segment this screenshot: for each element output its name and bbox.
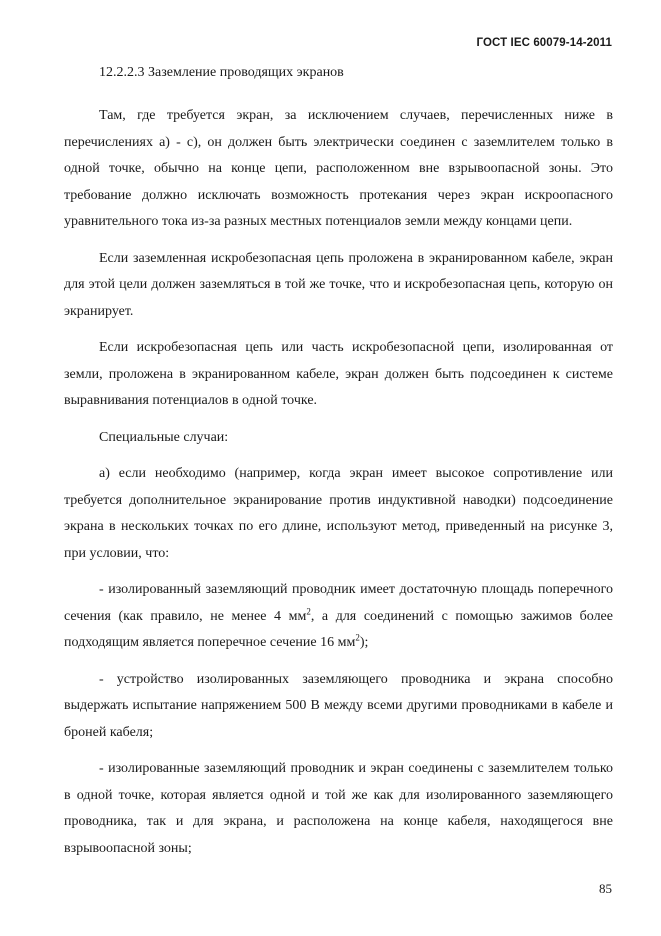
page-number: 85 (599, 881, 612, 896)
bullet-single-point-ground: - изолированные заземляющий проводник и экран соединены с заземлителем только в одной точке, которая является одной и той же как для изолированного заземляющего проводника, так и для экрана, и расположена на конце кабеля, находящегося вне взрывоопасной зоны; (64, 761, 613, 856)
bullet-voltage-test: - устройство изолированных заземляющего проводника и экрана способно выдержать испытание напряжением 500 В между всеми другими проводниками в кабеле и броней кабеля; (64, 671, 613, 740)
paragraph-grounding-rule: Там, где требуется экран, за исключением случаев, перечисленных ниже в перечислениях а) - с), он должен быть электрически соединен с заземлителем только в одной точке, обычно на конце цепи, расположенном вне взрывоопасной зоны. Это требование должно исключать возможность протекания через экран искроопасного уравнительного тока из-за разных местных потенциалов земли между концами цепи. (64, 108, 613, 229)
paragraph-isolated-circuit: Если искробезопасная цепь или часть искробезопасной цепи, изолированная от земли, проложена в экранированном кабеле, экран должен быть подсоединен к системе выравнивания потенциалов в одной точке. (64, 340, 613, 408)
document-header: ГОСТ IEC 60079-14-2011 (476, 37, 612, 49)
superscript: 2 (355, 632, 360, 643)
page-body (64, 60, 613, 872)
bullet-cross-section-text-2: , а для соединений с помощью зажимов более подходящим является поперечное сечение 16 мм (64, 608, 613, 650)
paragraph-case-a: а) если необходимо (например, когда экран имеет высокое сопротивление или требуется дополнительное экранирование против индуктивной наводки) подсоединение экрана в нескольких точках по его длине, используют метод, приведенный на рисунке 3, при условии, что: (64, 466, 613, 561)
bullet-cross-section-text-1: - изолированный заземляющий проводник имеет достаточную площадь поперечного сечения (как правило, не менее 4 мм (64, 582, 613, 624)
superscript: 2 (306, 605, 311, 616)
bullet-cross-section-text-3: ); (359, 635, 369, 650)
section-title: 12.2.2.3 Заземление проводящих экранов (99, 65, 344, 80)
bullet-cross-section (64, 577, 613, 657)
paragraph-grounded-circuit: Если заземленная искробезопасная цепь проложена в экранированном кабеле, экран для этой цели должен заземляться в той же точке, что и искробезопасная цепь, которую он экранирует. (64, 250, 613, 319)
paragraph-special-cases: Специальные случаи: (99, 429, 229, 445)
